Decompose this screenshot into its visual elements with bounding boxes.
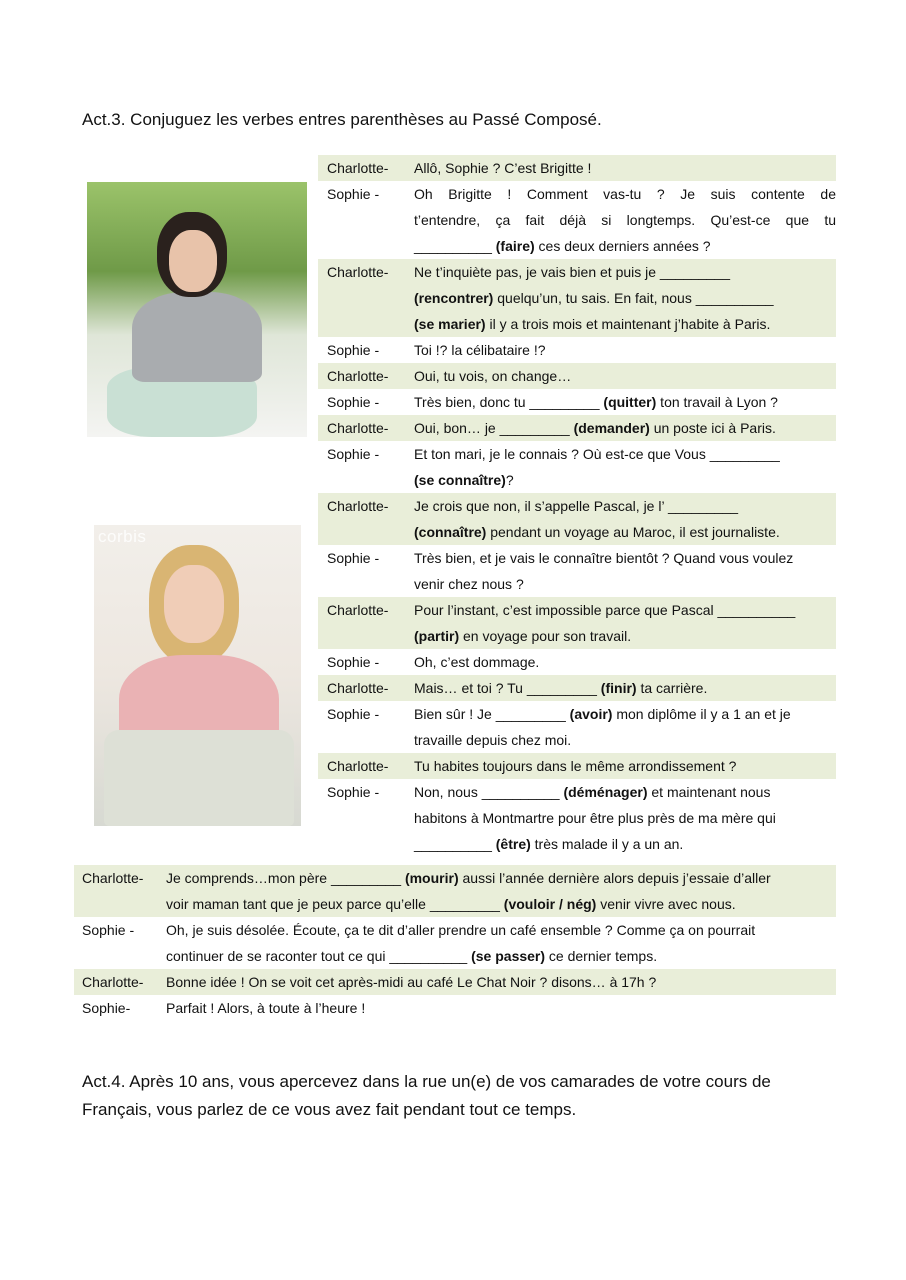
speaker-label: Sophie - [327,654,380,670]
dialogue-text [414,779,836,857]
speaker-label: Sophie - [327,784,380,800]
dialogue-line [414,545,836,571]
dialogue-line [414,181,836,207]
dialogue-row [318,493,836,545]
dialogue-row [74,865,836,917]
text-segment: mon diplôme il y a 1 an et je [612,706,791,722]
dialogue-row [318,701,836,753]
dialogue-row [318,779,836,857]
dialogue-line [414,831,836,857]
dialogue-line [166,969,836,995]
text-segment: pendant un voyage au Maroc, il est journaliste. [486,524,780,540]
dialogue-table-bottom [74,865,836,1021]
text-segment: t’entendre, ça fait déjà si longtemps. Qu’est-ce que tu [414,212,836,228]
speaker-label: Charlotte- [327,264,389,280]
text-segment: Bonne idée ! On se voit cet après-midi au café Le Chat Noir ? disons… à 17h ? [166,974,657,990]
dialogue-row [318,363,836,389]
speaker-label: Charlotte- [82,870,144,886]
dialogue-line [414,753,836,779]
text-segment: ? [505,472,514,488]
dialogue-line [414,649,836,675]
dialogue-line [414,623,836,649]
dialogue-text [414,597,836,649]
dialogue-row [318,337,836,363]
dialogue-row [318,545,836,597]
verb-prompt: (avoir) [569,706,613,722]
dialogue-text [414,259,836,337]
dialogue-line [414,727,836,753]
verb-prompt: (se connaître) [414,472,506,488]
text-segment: Je comprends…mon père _________ [166,870,405,886]
text-segment: ce dernier temps. [545,948,658,964]
verb-prompt: (déménager) [563,784,648,800]
text-segment: ton travail à Lyon ? [656,394,778,410]
photo-woman-on-phone-laundry [94,525,301,826]
text-segment: travaille depuis chez moi. [414,732,572,748]
dialogue-text [414,389,836,415]
dialogue-table-top [318,155,836,857]
dialogue-line [414,519,836,545]
dialogue-text [166,917,836,969]
dialogue-row [74,995,836,1021]
dialogue-text [414,545,836,597]
verb-prompt: (rencontrer) [414,290,494,306]
text-segment: Oh Brigitte ! Comment vas-tu ? Je suis contente de [414,186,836,202]
speaker-label: Sophie - [327,706,380,722]
text-segment: Je crois que non, il s’appelle Pascal, je l’ _________ [414,498,739,514]
verb-prompt: (se marier) [414,316,486,332]
dialogue-row [318,649,836,675]
text-segment: Très bien, et je vais le connaître bientôt ? Quand vous voulez [414,550,794,566]
speaker-label: Charlotte- [327,160,389,176]
dialogue-row [318,597,836,649]
verb-prompt: (connaître) [414,524,487,540]
dialogue-text [166,969,836,995]
text-segment: un poste ici à Paris. [649,420,776,436]
dialogue-line [414,311,836,337]
verb-prompt: (se passer) [471,948,546,964]
text-segment: Ne t’inquiète pas, je vais bien et puis je _________ [414,264,730,280]
dialogue-line [166,943,836,969]
dialogue-line [166,995,836,1021]
dialogue-text [414,415,836,441]
text-segment: Tu habites toujours dans le même arrondissement ? [414,758,737,774]
speaker-label: Sophie - [82,922,135,938]
dialogue-row [318,181,836,259]
dialogue-text [414,441,836,493]
dialogue-line [414,571,836,597]
dialogue-line [414,701,836,727]
dialogue-line [414,493,836,519]
dialogue-text [166,995,836,1021]
activity-4-heading: Act.4. Après 10 ans, vous apercevez dans la rue un(e) de vos camarades de votre cours de Français, vous parlez de ce vous avez fait pendant tout ce temps. [82,1072,771,1119]
dialogue-line [414,675,836,701]
text-segment: Et ton mari, je le connais ? Où est-ce que Vous _________ [414,446,780,462]
activity-3-heading: Act.3. Conjuguez les verbes entres parenthèses au Passé Composé. [82,110,602,129]
verb-prompt: (mourir) [404,870,459,886]
text-segment: et maintenant nous [647,784,771,800]
dialogue-line [166,865,836,891]
verb-prompt: (quitter) [603,394,657,410]
dialogue-row [318,753,836,779]
dialogue-line [414,259,836,285]
verb-prompt: (demander) [573,420,650,436]
corbis-watermark: corbis [98,527,147,546]
dialogue-line [166,891,836,917]
dialogue-line [166,917,836,943]
dialogue-text [414,493,836,545]
speaker-label: Sophie - [327,446,380,462]
speaker-label: Charlotte- [327,420,389,436]
dialogue-text [414,337,836,363]
text-segment: Parfait ! Alors, à toute à l’heure ! [166,1000,366,1016]
dialogue-text [414,155,836,181]
dialogue-row [318,675,836,701]
dialogue-line [414,233,836,259]
verb-prompt: (finir) [600,680,637,696]
text-segment: Oh, je suis désolée. Écoute, ça te dit d’aller prendre un café ensemble ? Comme ça on pourrait [166,922,756,938]
text-segment: Pour l’instant, c’est impossible parce que Pascal __________ [414,602,796,618]
text-segment: Toi !? la célibataire !? [414,342,546,358]
dialogue-text [414,649,836,675]
dialogue-line [414,805,836,831]
dialogue-row [318,441,836,493]
dialogue-row [74,917,836,969]
text-segment: Oh, c’est dommage. [414,654,540,670]
speaker-label: Charlotte- [82,974,144,990]
text-segment: Mais… et toi ? Tu _________ [414,680,601,696]
verb-prompt: (être) [495,836,531,852]
dialogue-line [414,779,836,805]
verb-prompt: (vouloir / nég) [503,896,597,912]
dialogue-line [414,597,836,623]
dialogue-text [414,363,836,389]
text-segment: venir chez nous ? [414,576,524,592]
text-segment: ta carrière. [636,680,708,696]
dialogue-line [414,155,836,181]
text-segment: continuer de se raconter tout ce qui __________ [166,948,472,964]
text-segment: ces deux derniers années ? [534,238,711,254]
text-segment: Très bien, donc tu _________ [414,394,604,410]
photo-woman-on-phone-sofa [87,182,307,437]
dialogue-line [414,207,836,233]
speaker-label: Sophie - [327,550,380,566]
speaker-label: Charlotte- [327,758,389,774]
speaker-label: Charlotte- [327,602,389,618]
text-segment: habitons à Montmartre pour être plus près de ma mère qui [414,810,776,826]
dialogue-row [318,259,836,337]
dialogue-line [414,467,836,493]
text-segment: venir vivre avec nous. [596,896,736,912]
text-segment: très malade il y a un an. [530,836,684,852]
verb-prompt: (partir) [414,628,460,644]
speaker-label: Charlotte- [327,368,389,384]
text-segment: en voyage pour son travail. [459,628,632,644]
dialogue-line [414,441,836,467]
text-segment: Oui, bon… je _________ [414,420,574,436]
text-segment: Bien sûr ! Je _________ [414,706,570,722]
dialogue-text [414,675,836,701]
text-segment: Non, nous __________ [414,784,564,800]
dialogue-text [414,753,836,779]
speaker-label: Charlotte- [327,680,389,696]
speaker-label: Sophie - [327,342,380,358]
speaker-label: Sophie- [82,1000,131,1016]
text-segment: il y a trois mois et maintenant j’habite à Paris. [485,316,771,332]
dialogue-text [166,865,836,917]
dialogue-line [414,389,836,415]
dialogue-row [318,155,836,181]
dialogue-line [414,285,836,311]
speaker-label: Sophie - [327,186,380,202]
verb-prompt: (faire) [495,238,535,254]
dialogue-line [414,363,836,389]
dialogue-text [414,701,836,753]
dialogue-row [74,969,836,995]
text-segment: Oui, tu vois, on change… [414,368,572,384]
speaker-label: Sophie - [327,394,380,410]
text-segment: quelqu’un, tu sais. En fait, nous __________ [493,290,774,306]
text-segment: aussi l’année dernière alors depuis j’essaie d’aller [458,870,771,886]
dialogue-row [318,389,836,415]
speaker-label: Charlotte- [327,498,389,514]
dialogue-line [414,415,836,441]
text-segment: voir maman tant que je peux parce qu’elle _________ [166,896,504,912]
dialogue-text [414,181,836,259]
dialogue-line [414,337,836,363]
dialogue-row [318,415,836,441]
text-segment: Allô, Sophie ? C’est Brigitte ! [414,160,592,176]
text-segment: __________ [414,238,496,254]
text-segment: __________ [414,836,496,852]
